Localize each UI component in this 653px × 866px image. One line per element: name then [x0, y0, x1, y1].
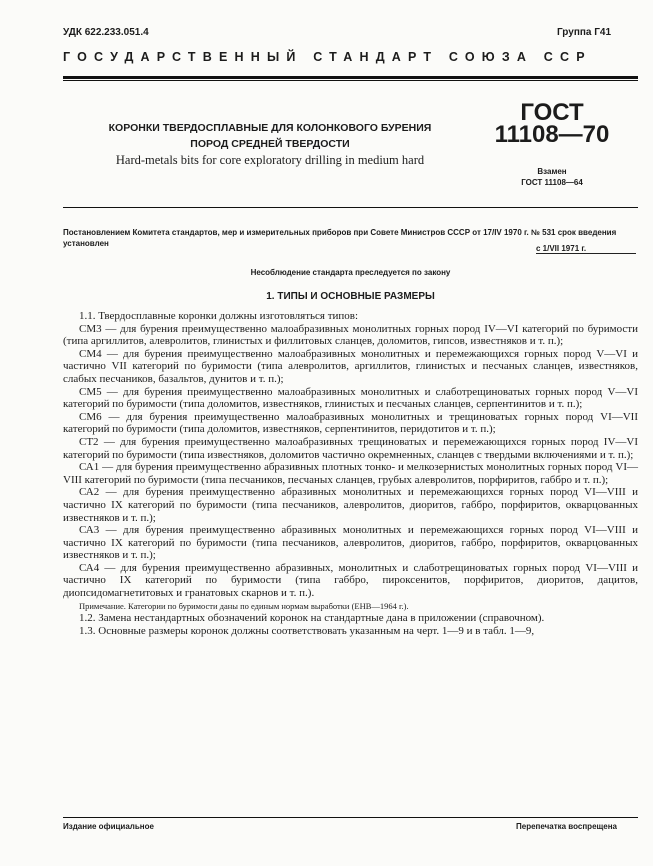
paragraph: СМ5 — для бурения преимущественно малоабразивных монолитных и слаботрещиноватых горных пород V—VI категорий по буримости (типа доломитов, известняков, глинистых и песчаных сланцев, серпентинитов и т. п.);	[63, 385, 638, 411]
state-standard-banner: ГОСУДАРСТВЕННЫЙ СТАНДАРТ СОЮЗА ССР	[63, 50, 592, 64]
paragraph: 1.2. Замена нестандартных обозначений коронок на стандартные дана в приложении (справочном).	[79, 612, 545, 625]
paragraph: СА3 — для бурения преимущественно абразивных монолитных и перемежающихся горных пород VI—VIII и частично IX категорий по буримости (типа песчаников, алевролитов, диоритов, габбро, порфиритов, окварцованных известняков и т. п.);	[63, 524, 638, 562]
decree-date: с 1/VII 1971 г.	[536, 244, 587, 253]
title-line-1: КОРОНКИ ТВЕРДОСПЛАВНЫЕ ДЛЯ КОЛОНКОВОГО БУРЕНИЯ	[108, 122, 432, 134]
note: Примечание. Категории по буримости даны по единым нормам выработки (ЕНВ—1964 г.).	[79, 600, 409, 611]
header-rule-thin	[63, 80, 638, 81]
paragraph: СА2 — для бурения преимущественно абразивных монолитных и перемежающихся горных пород VI—VIII и частично IX категорий по буримости (типа песчаников, алевролитов, диоритов, габбро, порфиритов, окварцованных известняков и т. п.);	[63, 486, 638, 524]
group-code: Группа Г41	[557, 27, 612, 38]
paragraph: СА4 — для бурения преимущественно абразивных, монолитных и слаботрещиноватых горных пород VI—VIII и частично IX категорий по буримости (типа габбро, пироксенитов, порфиритов, диоритов, дацитов, диопсидомагнетитовых и гранатовых скарнов и т. п.).	[63, 561, 638, 600]
paragraph: СМ3 — для бурения преимущественно малоабразивных монолитных горных пород IV—VI категорий по буримости (типа аргиллитов, алевролитов, глинистых и филлитовых сланцев, доломитов, гипсов, известняков и т. п.);	[63, 322, 638, 348]
reprint-prohibited-label: Перепечатка воспрещена	[516, 822, 617, 831]
document-title-english: Hard-metals bits for core exploratory drilling in medium hard	[115, 153, 425, 167]
decree-text: Постановлением Комитета стандартов, мер и измерительных приборов при Совете Министров СССР от 17/IV 1970 г. № 531 срок введения установлен	[63, 228, 617, 248]
footer-rule	[63, 817, 638, 818]
date-underline	[536, 253, 636, 254]
gost-number: 11108—70	[494, 121, 610, 148]
replaces-value: ГОСТ 11108—64	[521, 178, 583, 187]
section-divider	[63, 207, 638, 208]
document-title	[70, 120, 470, 152]
paragraph: СМ6 — для бурения преимущественно малоабразивных монолитных и трещиноватых горных пород VI—VII категорий по буримости (типа доломитов, известняков, серпентинитов, перидотитов и т. п.);	[63, 410, 638, 436]
replaces-label: Взамен	[537, 167, 567, 176]
paragraph: 1.3. Основные размеры коронок должны соответствовать указанным на черт. 1—9 и в табл. 1—9,	[79, 624, 535, 637]
document-body	[63, 310, 638, 637]
official-edition-label: Издание официальное	[63, 822, 154, 831]
gost-label: ГОСТ	[520, 99, 584, 126]
section-heading: 1. ТИПЫ И ОСНОВНЫЕ РАЗМЕРЫ	[266, 291, 435, 302]
paragraph: СТ2 — для бурения преимущественно малоабразивных трещиноватых и перемежающихся горных пород IV—VI категорий по буримости (типа известняков, доломитов частично окремненных, сланцев с твердыми включениями и т. п.);	[63, 435, 638, 461]
title-line-2: ПОРОД СРЕДНЕЙ ТВЕРДОСТИ	[190, 138, 350, 150]
header-rule-thick	[63, 76, 638, 79]
udk-code: УДК 622.233.051.4	[63, 27, 149, 38]
replaces-block	[493, 166, 611, 188]
penalty-notice: Несоблюдение стандарта преследуется по закону	[250, 268, 451, 277]
paragraph: СМ4 — для бурения преимущественно малоабразивных монолитных и перемежающихся горных пород V—VI и частично VII категорий по буримости (типа алевролитов, аргиллитов, глинистых и песчаных сланцев, известняков, слабых песчаников, базальтов, дунитов и т. п.);	[63, 347, 638, 385]
paragraph: СА1 — для бурения преимущественно абразивных плотных тонко- и мелкозернистых монолитных горных пород VI—VIII категорий по буримости (типа песчаников, песчаных сланцев, грубых алевролитов, порфиритов, габбро и т. п.);	[63, 461, 638, 486]
paragraph: 1.1. Твердосплавные коронки должны изготовляться типов:	[79, 310, 359, 322]
